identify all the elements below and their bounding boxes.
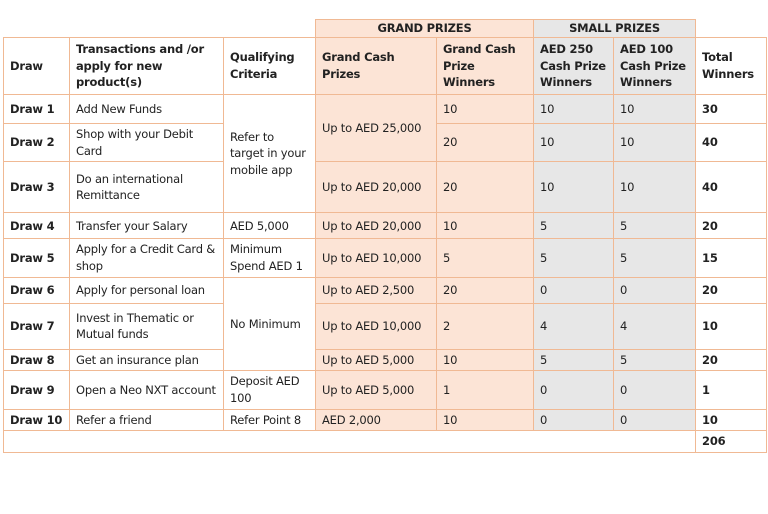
column-header-row: [4, 38, 767, 95]
aed250-cell: 10: [534, 95, 614, 124]
draw-cell: Draw 3: [4, 162, 70, 213]
aed100-cell: 10: [614, 95, 696, 124]
col-aed100: AED 100 Cash Prize Winners: [614, 38, 696, 95]
grand-cash-cell: Up to AED 2,500: [316, 277, 437, 303]
grand-cash-cell: AED 2,000: [316, 409, 437, 431]
aed100-cell: 4: [614, 303, 696, 349]
grand-winners-cell: 2: [437, 303, 534, 349]
total-cell: 40: [696, 124, 767, 162]
total-cell: 10: [696, 303, 767, 349]
prize-table: [3, 19, 767, 453]
total-cell: 15: [696, 239, 767, 277]
draw-cell: Draw 5: [4, 239, 70, 277]
grand-cash-cell: Up to AED 5,000: [316, 371, 437, 409]
grand-winners-cell: 5: [437, 239, 534, 277]
aed250-cell: 10: [534, 162, 614, 213]
table-row: [4, 277, 767, 303]
draw-cell: Draw 4: [4, 213, 70, 239]
grand-total-cell: 206: [696, 431, 767, 453]
transaction-cell: Open a Neo NXT account: [70, 371, 224, 409]
aed100-cell: 5: [614, 213, 696, 239]
transaction-cell: Shop with your Debit Card: [70, 124, 224, 162]
grand-cash-cell: Up to AED 5,000: [316, 349, 437, 371]
grand-cash-cell: Up to AED 20,000: [316, 162, 437, 213]
criteria-cell: Deposit AED 100: [224, 371, 316, 409]
grand-winners-cell: 10: [437, 213, 534, 239]
total-cell: 20: [696, 349, 767, 371]
table-row: [4, 409, 767, 431]
table-row: [4, 95, 767, 124]
criteria-merged-cell: Refer to target in your mobile app: [224, 95, 316, 213]
group-header-row: [4, 20, 767, 38]
aed250-cell: 5: [534, 349, 614, 371]
transaction-cell: Transfer your Salary: [70, 213, 224, 239]
grand-winners-cell: 10: [437, 95, 534, 124]
aed100-cell: 0: [614, 277, 696, 303]
aed250-cell: 5: [534, 213, 614, 239]
grand-winners-cell: 20: [437, 162, 534, 213]
aed250-cell: 0: [534, 277, 614, 303]
total-cell: 1: [696, 371, 767, 409]
criteria-merged-cell: No Minimum: [224, 277, 316, 371]
aed250-cell: 5: [534, 239, 614, 277]
grand-total-row: [4, 431, 767, 453]
transaction-cell: Get an insurance plan: [70, 349, 224, 371]
draw-cell: Draw 9: [4, 371, 70, 409]
aed100-cell: 10: [614, 162, 696, 213]
grand-winners-cell: 10: [437, 349, 534, 371]
aed100-cell: 5: [614, 349, 696, 371]
grand-winners-cell: 20: [437, 277, 534, 303]
grand-cash-cell: Up to AED 20,000: [316, 213, 437, 239]
grand-total-blank: [4, 431, 696, 453]
transaction-cell: Do an international Remittance: [70, 162, 224, 213]
criteria-cell: AED 5,000: [224, 213, 316, 239]
draw-cell: Draw 1: [4, 95, 70, 124]
aed100-cell: 5: [614, 239, 696, 277]
group-header-blank: [4, 20, 316, 38]
transaction-cell: Apply for a Credit Card & shop: [70, 239, 224, 277]
total-cell: 20: [696, 213, 767, 239]
aed250-cell: 0: [534, 371, 614, 409]
aed250-cell: 0: [534, 409, 614, 431]
total-cell: 30: [696, 95, 767, 124]
criteria-cell: Minimum Spend AED 1: [224, 239, 316, 277]
col-grand-cash: Grand Cash Prizes: [316, 38, 437, 95]
criteria-cell: Refer Point 8: [224, 409, 316, 431]
col-total: Total Winners: [696, 38, 767, 95]
transaction-cell: Refer a friend: [70, 409, 224, 431]
aed250-cell: 10: [534, 124, 614, 162]
aed100-cell: 0: [614, 371, 696, 409]
grand-winners-cell: 1: [437, 371, 534, 409]
col-transaction: Transactions and /or apply for new product(s): [70, 38, 224, 95]
aed100-cell: 10: [614, 124, 696, 162]
table-row: [4, 213, 767, 239]
col-criteria: Qualifying Criteria: [224, 38, 316, 95]
aed100-cell: 0: [614, 409, 696, 431]
table-row: [4, 162, 767, 213]
table-row: [4, 239, 767, 277]
grand-cash-cell: Up to AED 10,000: [316, 303, 437, 349]
aed250-cell: 4: [534, 303, 614, 349]
draw-cell: Draw 6: [4, 277, 70, 303]
grand-cash-merged-cell: Up to AED 25,000: [316, 95, 437, 162]
table-row: [4, 371, 767, 409]
col-aed250: AED 250 Cash Prize Winners: [534, 38, 614, 95]
grand-cash-cell: Up to AED 10,000: [316, 239, 437, 277]
table-row: [4, 349, 767, 371]
grand-winners-cell: 10: [437, 409, 534, 431]
draw-cell: Draw 7: [4, 303, 70, 349]
transaction-cell: Add New Funds: [70, 95, 224, 124]
transaction-cell: Invest in Thematic or Mutual funds: [70, 303, 224, 349]
col-draw: Draw: [4, 38, 70, 95]
total-cell: 10: [696, 409, 767, 431]
group-header-blank-total: [696, 20, 767, 38]
grand-winners-cell: 20: [437, 124, 534, 162]
transaction-cell: Apply for personal loan: [70, 277, 224, 303]
draw-cell: Draw 8: [4, 349, 70, 371]
col-grand-winners: Grand Cash Prize Winners: [437, 38, 534, 95]
draw-cell: Draw 2: [4, 124, 70, 162]
grand-prizes-header: GRAND PRIZES: [316, 20, 534, 38]
total-cell: 40: [696, 162, 767, 213]
draw-cell: Draw 10: [4, 409, 70, 431]
small-prizes-header: SMALL PRIZES: [534, 20, 696, 38]
total-cell: 20: [696, 277, 767, 303]
table-row: [4, 303, 767, 349]
